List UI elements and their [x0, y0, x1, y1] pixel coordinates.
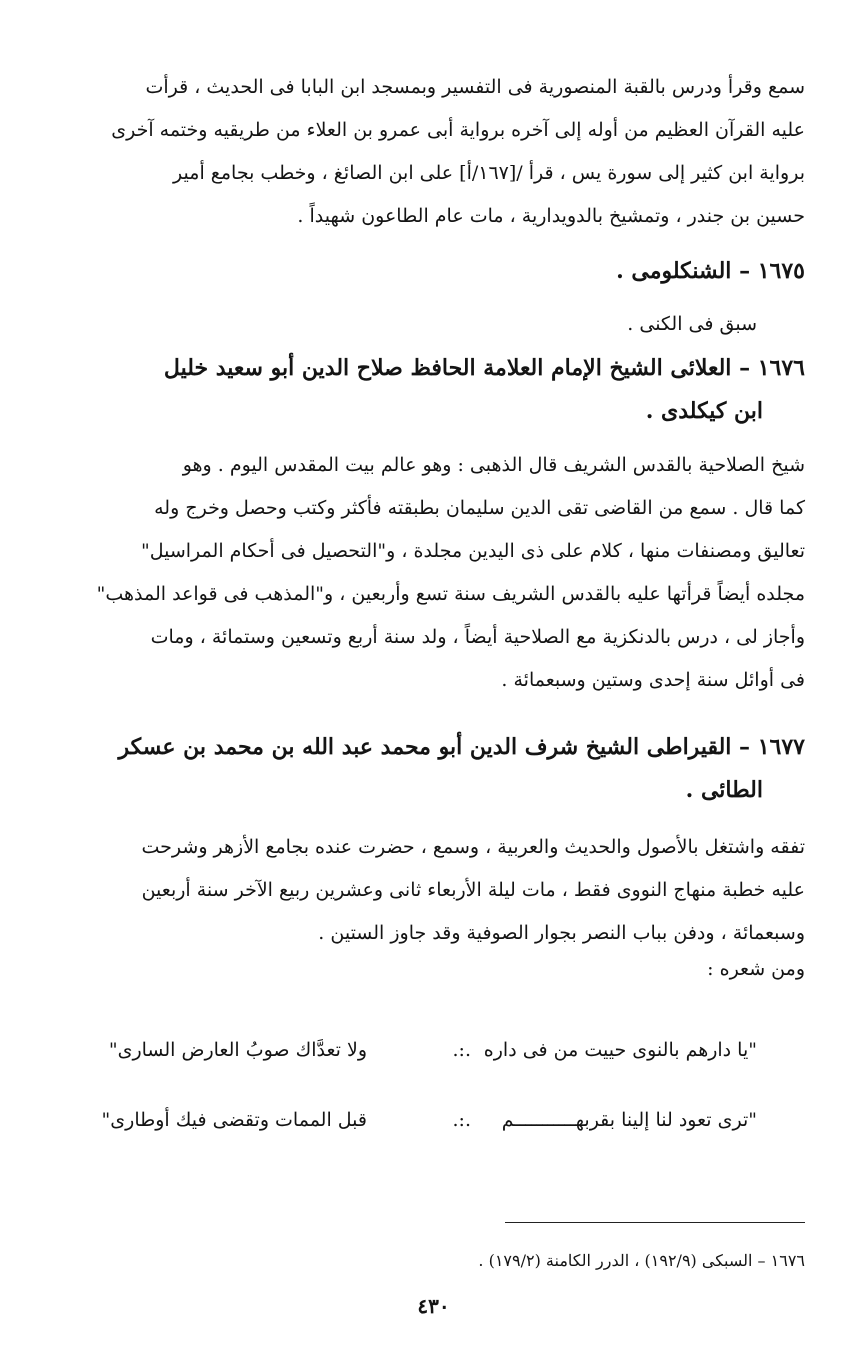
heading-line: ١٦٧٦ – العلائى الشيخ الإمام العلامة الحافظ صلاح الدين أبو سعيد خليل	[163, 355, 805, 381]
footnote: ١٦٧٦ – السبكى (١٩٢/٩) ، الدرر الكامنة (١٧٩/٢) .	[478, 1251, 805, 1270]
text-line: وأجاز لى ، درس بالدنكزية مع الصلاحية أيضاً ، ولد سنة أربع وتسعين وستمائة ، ومات	[150, 626, 805, 648]
footnote-divider	[505, 1222, 805, 1223]
text-line: عليه القرآن العظيم من أوله إلى آخره برواية أبى عمرو بن العلاء من طريقيه وختمه آخرى	[111, 119, 805, 141]
entry-1677-text	[60, 826, 805, 955]
verse-1-first-hemistich: "يا دارهم بالنوى حييت من فى داره	[483, 1039, 757, 1061]
verse-separator: .:.	[452, 1109, 471, 1131]
entry-1677-heading	[60, 726, 805, 812]
paragraph-continuation	[60, 66, 805, 238]
text-line: حسين بن جندر ، وتمشيخ بالدويدارية ، مات عام الطاعون شهيداً .	[297, 205, 805, 227]
text-line: مجلده أيضاً قرأتها عليه بالقدس الشريف سنة تسع وأربعين ، و"المذهب فى قواعد المذهب"	[96, 583, 805, 605]
heading-line: ١٦٧٧ – القيراطى الشيخ شرف الدين أبو محمد عبد الله بن محمد بن عسكر	[118, 734, 805, 760]
entry-1675-text: سبق فى الكنى .	[627, 313, 757, 335]
text-line: كما قال . سمع من القاضى تقى الدين سليمان بطبقته فأكثر وكتب وحصل وخرج وله	[154, 497, 805, 519]
verse-2-first-hemistich: "ترى تعود لنا إلينا بقربهـــــــــــم	[501, 1109, 757, 1131]
text-line: فى أوائل سنة إحدى وستين وسبعمائة .	[501, 669, 805, 691]
verse-2-second-hemistich: قبل الممات وتقضى فيك أوطارى"	[101, 1109, 367, 1131]
poem-intro: ومن شعره :	[707, 958, 805, 980]
text-line: عليه خطبة منهاج النووى فقط ، مات ليلة الأربعاء ثانى وعشرين ربيع الآخر سنة أربعين	[141, 879, 805, 901]
page-number: ٤٣٠	[417, 1294, 450, 1318]
text-line: برواية ابن كثير إلى سورة يس ، قرأ /[١٦٧/أ] على ابن الصائغ ، وخطب بجامع أمير	[173, 162, 805, 184]
entry-1676-heading	[60, 347, 805, 433]
text-line: تعاليق ومصنفات منها ، كلام على ذى اليدين مجلدة ، و"التحصيل فى أحكام المراسيل"	[141, 540, 805, 562]
entry-1676-text	[60, 444, 805, 702]
text-line: وسبعمائة ، ودفن بباب النصر بجوار الصوفية وقد جاوز الستين .	[318, 922, 805, 944]
text-line: سمع وقرأ ودرس بالقبة المنصورية فى التفسير وبمسجد ابن البابا فى الحديث ، قرأت	[145, 76, 805, 98]
heading-line: الطائى .	[685, 777, 763, 803]
verse-separator: .:.	[452, 1039, 471, 1061]
text-line: تفقه واشتغل بالأصول والحديث والعربية ، وسمع ، حضرت عنده بجامع الأزهر وشرحت	[141, 836, 805, 858]
heading-line: ابن كيكلدى .	[645, 398, 763, 424]
entry-1675-heading: ١٦٧٥ – الشنكلومى .	[616, 258, 805, 284]
text-line: شيخ الصلاحية بالقدس الشريف قال الذهبى : وهو عالم بيت المقدس اليوم . وهو	[182, 454, 805, 476]
verse-1-second-hemistich: ولا تعدَّاك صوبُ العارض السارى"	[108, 1039, 367, 1061]
